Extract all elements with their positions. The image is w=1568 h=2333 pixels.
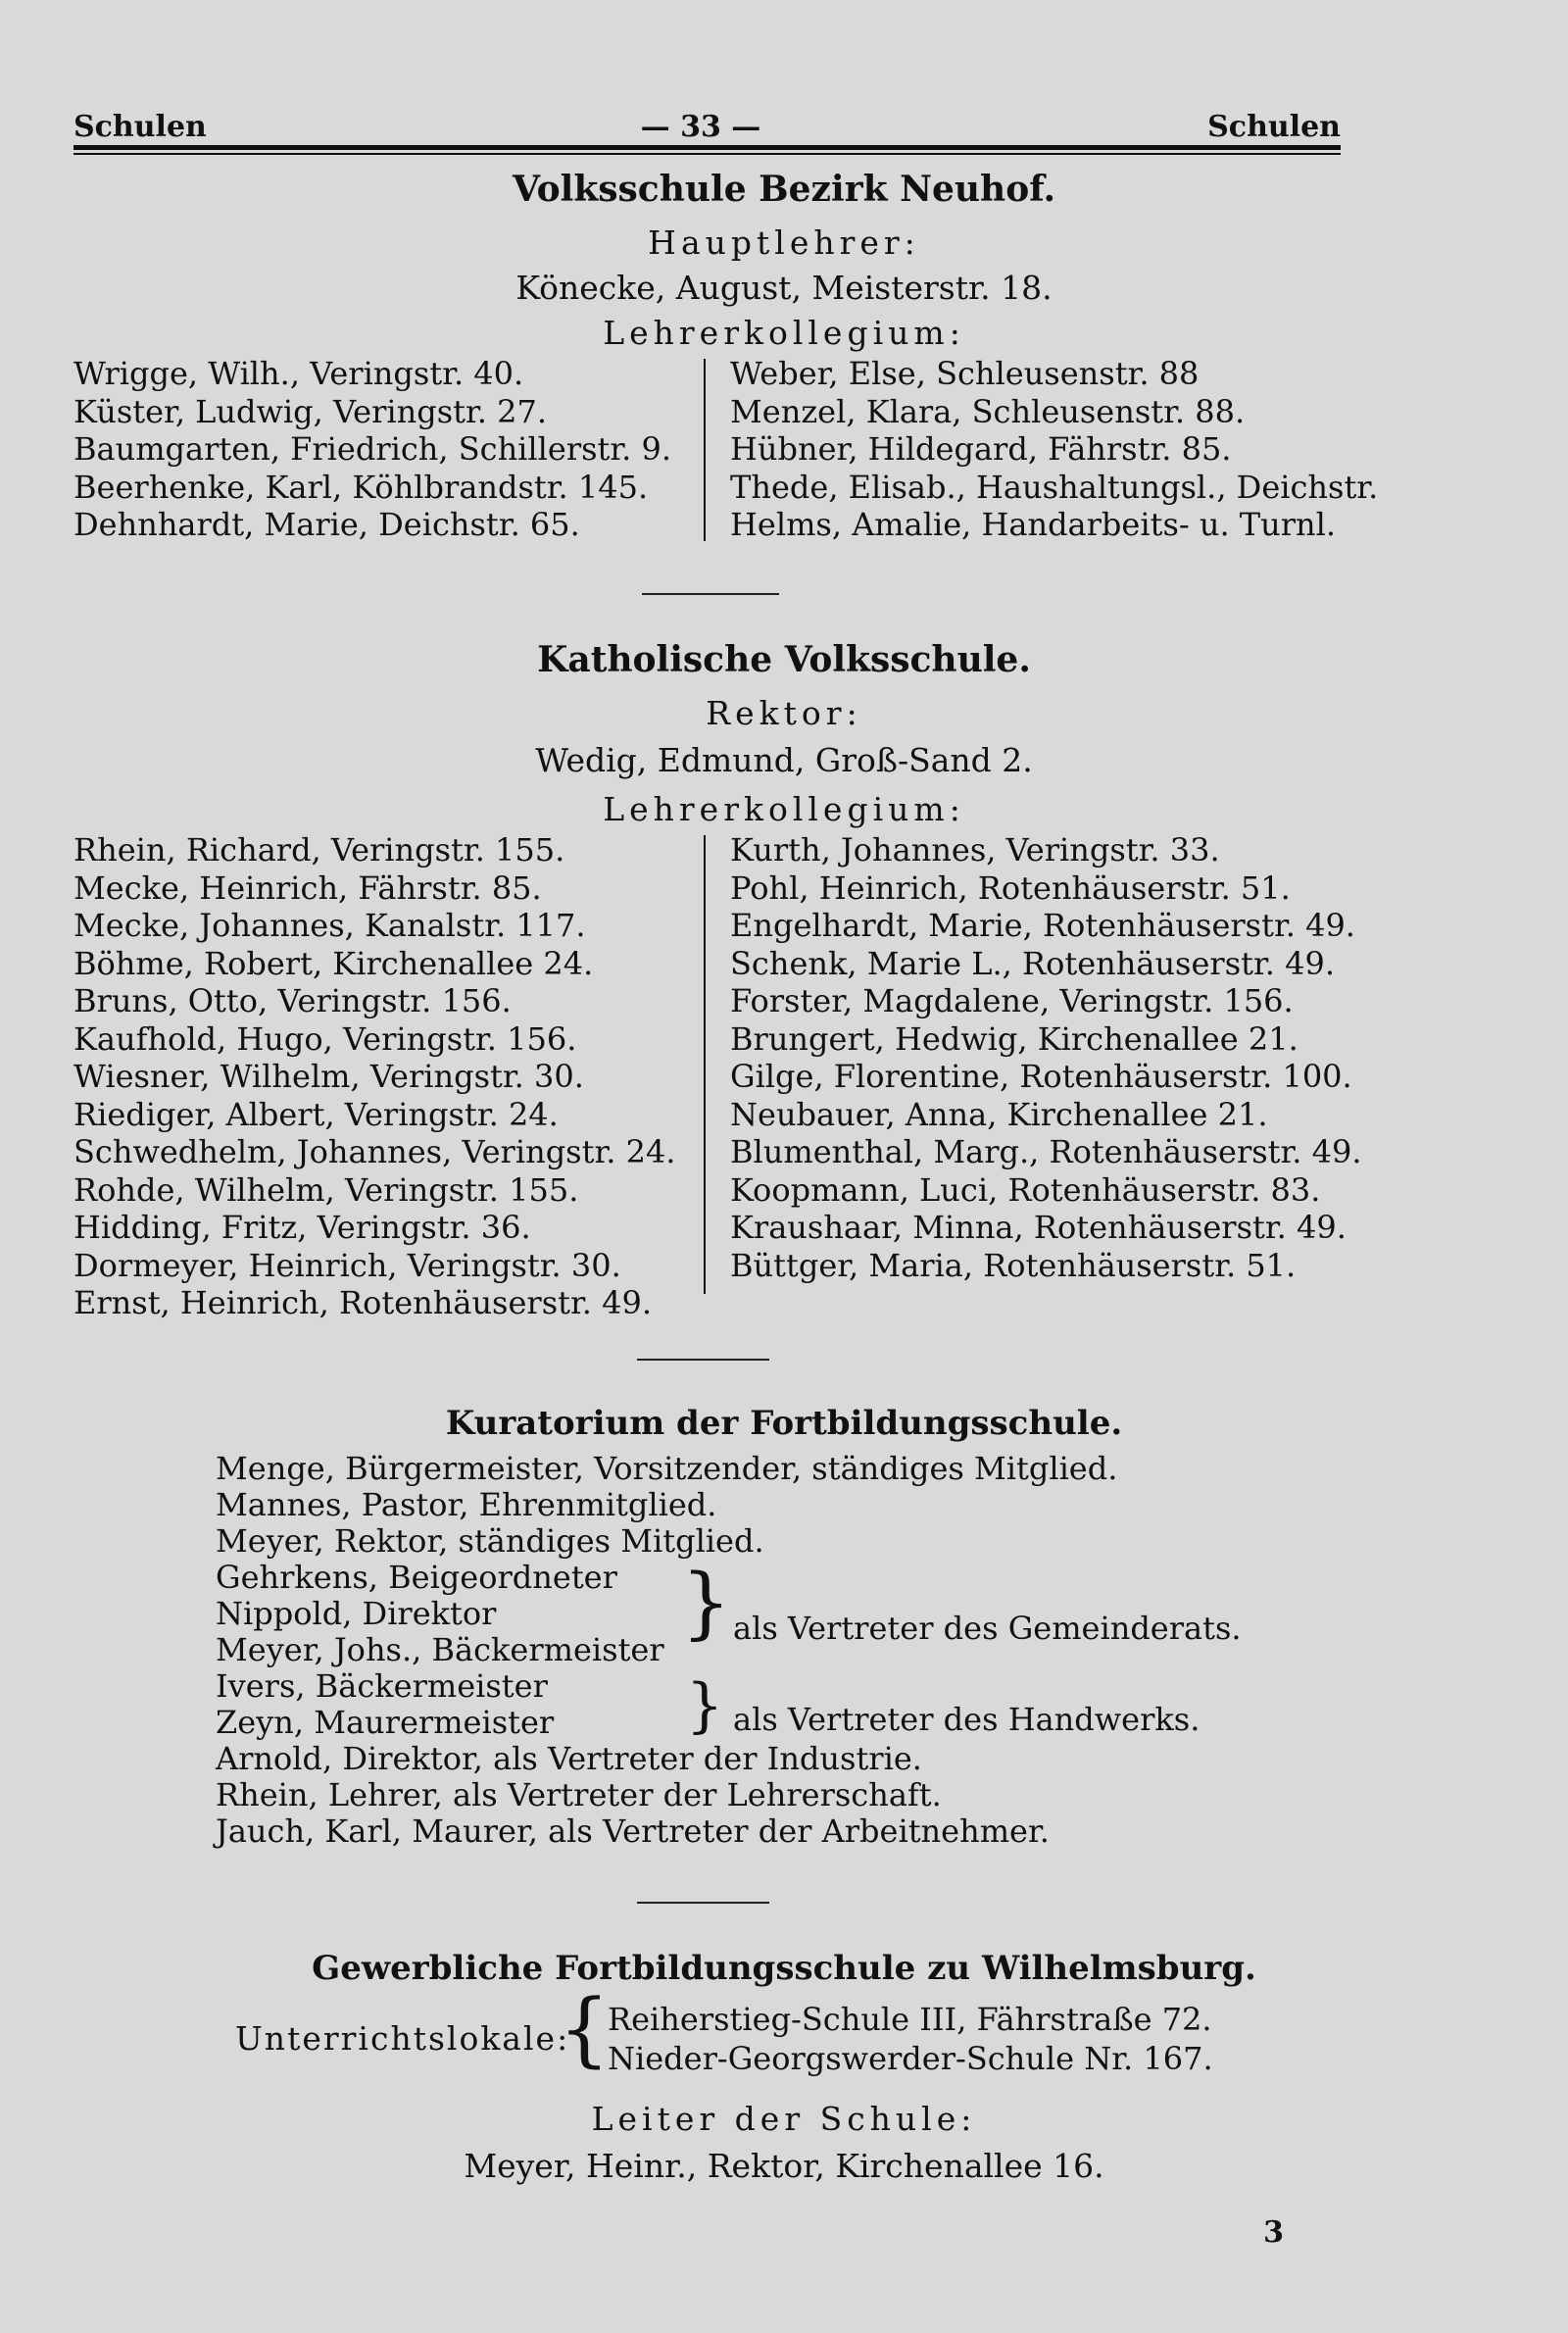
list-item: Forster, Magdalene, Veringstr. 156. xyxy=(730,982,1294,1019)
list-item: Mecke, Johannes, Kanalstr. 117. xyxy=(74,907,586,944)
lokale-list xyxy=(608,2000,1213,2078)
list-item: Schenk, Marie L., Rotenhäuserstr. 49. xyxy=(730,944,1335,982)
signature-mark: 3 xyxy=(1263,2215,1284,2250)
katholisch-staff-label: Lehrerkollegium: xyxy=(603,790,965,828)
list-item: Weber, Else, Schleusenstr. 88 xyxy=(730,355,1200,392)
section-separator xyxy=(637,1902,769,1904)
list-item: Gehrkens, Beigeordneter xyxy=(216,1559,617,1596)
neuhof-staff-right xyxy=(730,355,1378,544)
neuhof-staff-left xyxy=(74,355,671,544)
kuratorium-members-top xyxy=(216,1451,1117,1560)
list-item: Pohl, Heinrich, Rotenhäuserstr. 51. xyxy=(730,869,1291,907)
list-item: Nippold, Direktor xyxy=(216,1595,497,1632)
katholisch-staff-right xyxy=(730,831,1362,1284)
katholisch-head-name: Wedig, Edmund, Groß-Sand 2. xyxy=(535,741,1033,779)
list-item: Mecke, Heinrich, Fährstr. 85. xyxy=(74,869,542,907)
list-item: Koopmann, Luci, Rotenhäuserstr. 83. xyxy=(730,1170,1321,1209)
neuhof-head-label: Hauptlehrer: xyxy=(648,223,920,262)
list-item: Kraushaar, Minna, Rotenhäuserstr. 49. xyxy=(730,1209,1347,1246)
list-item: Kaufhold, Hugo, Veringstr. 156. xyxy=(74,1019,577,1058)
leiter-label: Leiter der Schule: xyxy=(591,2100,977,2138)
list-item: Arnold, Direktor, als Vertreter der Industrie. xyxy=(216,1740,922,1777)
kuratorium-members-bottom xyxy=(216,1741,1050,1850)
section-title-katholisch: Katholische Volksschule. xyxy=(537,639,1031,680)
katholisch-staff-left xyxy=(74,831,675,1322)
neuhof-head-name: Könecke, August, Meisterstr. 18. xyxy=(515,269,1053,307)
brace-icon: } xyxy=(681,1557,731,1648)
list-item: Ernst, Heinrich, Rotenhäuserstr. 49. xyxy=(74,1284,652,1321)
list-item: Menzel, Klara, Schleusenstr. 88. xyxy=(730,392,1246,430)
list-item: Riediger, Albert, Veringstr. 24. xyxy=(74,1095,559,1133)
list-item: Helms, Amalie, Handarbeits- u. Turnl. xyxy=(730,506,1337,543)
list-item: Kurth, Johannes, Veringstr. 33. xyxy=(730,831,1220,869)
katholisch-head-label: Rektor: xyxy=(706,694,862,732)
list-item: Engelhardt, Marie, Rotenhäuserstr. 49. xyxy=(730,907,1355,944)
list-item: Baumgarten, Friedrich, Schillerstr. 9. xyxy=(74,430,672,468)
group-gemeinderat-label: als Vertreter des Gemeinderats. xyxy=(733,1610,1242,1647)
list-item: Neubauer, Anna, Kirchenallee 21. xyxy=(730,1095,1268,1133)
list-item: Jauch, Karl, Maurer, als Vertreter der Arbeitnehmer. xyxy=(216,1812,1050,1850)
neuhof-staff-label: Lehrerkollegium: xyxy=(603,314,965,352)
list-item: Hübner, Hildegard, Fährstr. 85. xyxy=(730,430,1232,468)
list-item: Dormeyer, Heinrich, Veringstr. 30. xyxy=(74,1246,621,1284)
list-item: Menge, Bürgermeister, Vorsitzender, ständiges Mitglied. xyxy=(216,1450,1118,1487)
list-item: Büttger, Maria, Rotenhäuserstr. 51. xyxy=(730,1246,1297,1284)
section-separator xyxy=(637,1359,769,1361)
column-divider xyxy=(704,359,706,541)
list-item: Wiesner, Wilhelm, Veringstr. 30. xyxy=(74,1058,584,1095)
list-item: Böhme, Robert, Kirchenallee 24. xyxy=(74,944,594,982)
list-item: Zeyn, Maurermeister xyxy=(216,1704,555,1741)
list-item: Mannes, Pastor, Ehrenmitglied. xyxy=(216,1486,717,1523)
column-divider xyxy=(704,835,706,1294)
list-item: Schwedhelm, Johannes, Veringstr. 24. xyxy=(74,1133,676,1170)
list-item: Beerhenke, Karl, Köhlbrandstr. 145. xyxy=(74,468,649,506)
list-item: Rhein, Lehrer, als Vertreter der Lehrerschaft. xyxy=(216,1776,942,1813)
list-item: Nieder-Georgswerder-Schule Nr. 167. xyxy=(608,2040,1213,2077)
group-handwerk-label: als Vertreter des Handwerks. xyxy=(733,1701,1200,1738)
list-item: Gilge, Florentine, Rotenhäuserstr. 100. xyxy=(730,1058,1352,1095)
list-item: Rohde, Wilhelm, Veringstr. 155. xyxy=(74,1170,579,1209)
brace-icon: } xyxy=(686,1671,724,1740)
section-separator xyxy=(642,593,779,595)
list-item: Rhein, Richard, Veringstr. 155. xyxy=(74,831,565,869)
page-number-header: — 33 — xyxy=(640,110,761,144)
kuratorium-group-gemeinderat xyxy=(216,1560,664,1668)
running-header-right: Schulen xyxy=(1207,110,1341,144)
list-item: Thede, Elisab., Haushaltungsl., Deichstr. xyxy=(730,468,1379,506)
list-item: Hidding, Fritz, Veringstr. 36. xyxy=(74,1209,531,1246)
list-item: Wrigge, Wilh., Veringstr. 40. xyxy=(74,355,524,392)
section-title-neuhof: Volksschule Bezirk Neuhof. xyxy=(513,169,1055,210)
list-item: Bruns, Otto, Veringstr. 156. xyxy=(74,982,512,1019)
section-title-gewerbe: Gewerbliche Fortbildungsschule zu Wilhelmsburg. xyxy=(312,1949,1256,1988)
running-header-left: Schulen xyxy=(74,110,207,144)
header-rule xyxy=(74,145,1341,150)
list-item: Blumenthal, Marg., Rotenhäuserstr. 49. xyxy=(730,1133,1362,1170)
lokale-label: Unterrichtslokale: xyxy=(235,2019,570,2058)
list-item: Meyer, Rektor, ständiges Mitglied. xyxy=(216,1522,764,1560)
header-rule-thin xyxy=(74,153,1341,155)
brace-left-icon: { xyxy=(559,1983,611,2076)
list-item: Ivers, Bäckermeister xyxy=(216,1667,548,1705)
list-item: Dehnhardt, Marie, Deichstr. 65. xyxy=(74,506,580,543)
list-item: Brungert, Hedwig, Kirchenallee 21. xyxy=(730,1019,1298,1058)
list-item: Meyer, Johs., Bäckermeister xyxy=(216,1631,664,1668)
list-item: Reiherstieg-Schule III, Fährstraße 72. xyxy=(608,2001,1212,2038)
list-item: Küster, Ludwig, Veringstr. 27. xyxy=(74,392,547,430)
section-title-kuratorium: Kuratorium der Fortbildungsschule. xyxy=(445,1404,1123,1443)
kuratorium-group-handwerk xyxy=(216,1668,554,1741)
leiter-name: Meyer, Heinr., Rektor, Kirchenallee 16. xyxy=(464,2147,1104,2185)
